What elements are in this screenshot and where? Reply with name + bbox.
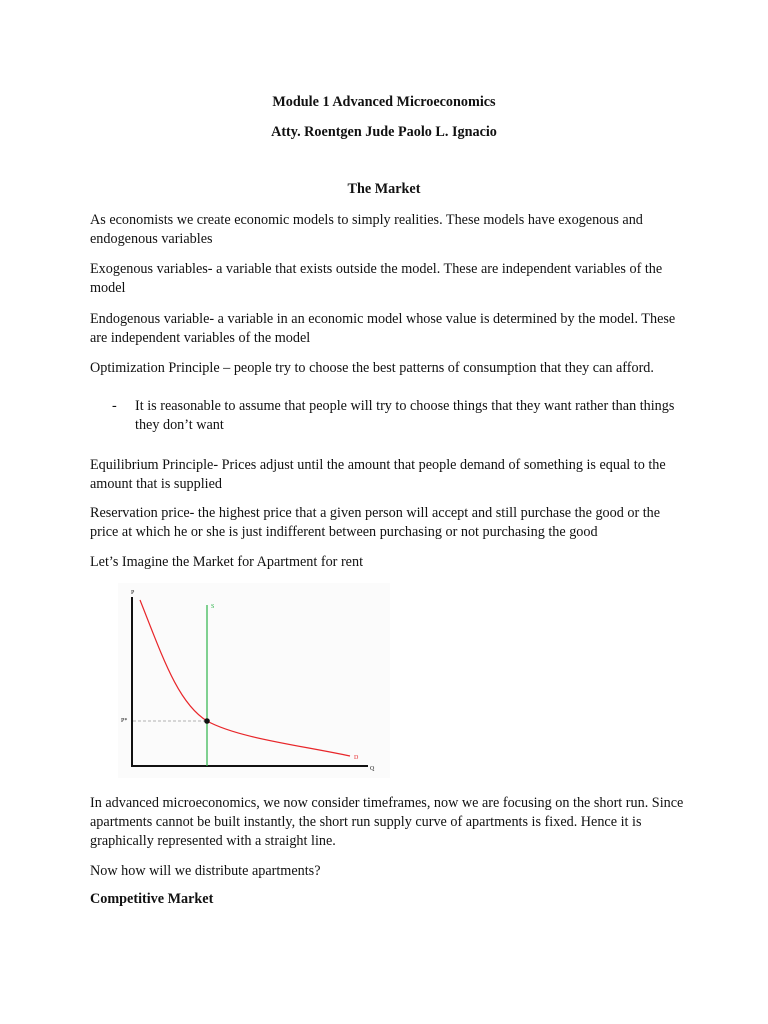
document-title: Module 1 Advanced Microeconomics bbox=[272, 94, 496, 110]
paragraph-equilibrium-principle: Equilibrium Principle- Prices adjust until the amount that people demand of something is equal to the amount that is supplied bbox=[90, 457, 666, 492]
supply-label: S bbox=[211, 604, 215, 610]
equilibrium-point bbox=[204, 718, 210, 724]
paragraph-apartment-market: Let’s Imagine the Market for Apartment for rent bbox=[90, 554, 364, 570]
paragraph-exogenous-variables: Exogenous variables- a variable that exists outside the model. These are independent variables of the model bbox=[90, 261, 663, 296]
bullet-dash: - bbox=[112, 398, 117, 414]
paragraph-distribute-question: Now how will we distribute apartments? bbox=[90, 863, 321, 879]
competitive-market-heading: Competitive Market bbox=[90, 891, 214, 907]
paragraph-reservation-price: Reservation price- the highest price that a given person will accept and still purchase the good or the price at which he or she is just indifferent between purchasing or not purchasing the good bbox=[90, 505, 661, 540]
demand-curve bbox=[140, 600, 350, 756]
section-title: The Market bbox=[347, 181, 421, 197]
y-axis-label: P bbox=[131, 590, 135, 596]
demand-label: D bbox=[354, 755, 359, 761]
paragraph-timeframes: In advanced microeconomics, we now consider timeframes, now we are focusing on the short run. Since apartments cannot be built instantly, the short run supply curve of apartments is fixed. Hence it is graphically represented with a straight line. bbox=[90, 795, 684, 849]
x-axis-label: Q bbox=[370, 766, 375, 772]
bullet-text: It is reasonable to assume that people will try to choose things that they want rather than things they don’t want bbox=[135, 398, 675, 433]
equilibrium-price-label: P* bbox=[121, 718, 128, 724]
chart-svg bbox=[118, 583, 390, 778]
paragraph-economic-models: As economists we create economic models to simply realities. These models have exogenous and endogenous variables bbox=[90, 212, 643, 247]
supply-demand-chart bbox=[118, 583, 390, 778]
bullet-list-item bbox=[112, 397, 686, 435]
author-line: Atty. Roentgen Jude Paolo L. Ignacio bbox=[271, 124, 497, 140]
paragraph-endogenous-variable: Endogenous variable- a variable in an economic model whose value is determined by the model. These are independent variables of the model bbox=[90, 311, 676, 346]
paragraph-optimization-principle: Optimization Principle – people try to choose the best patterns of consumption that they can afford. bbox=[90, 360, 654, 376]
